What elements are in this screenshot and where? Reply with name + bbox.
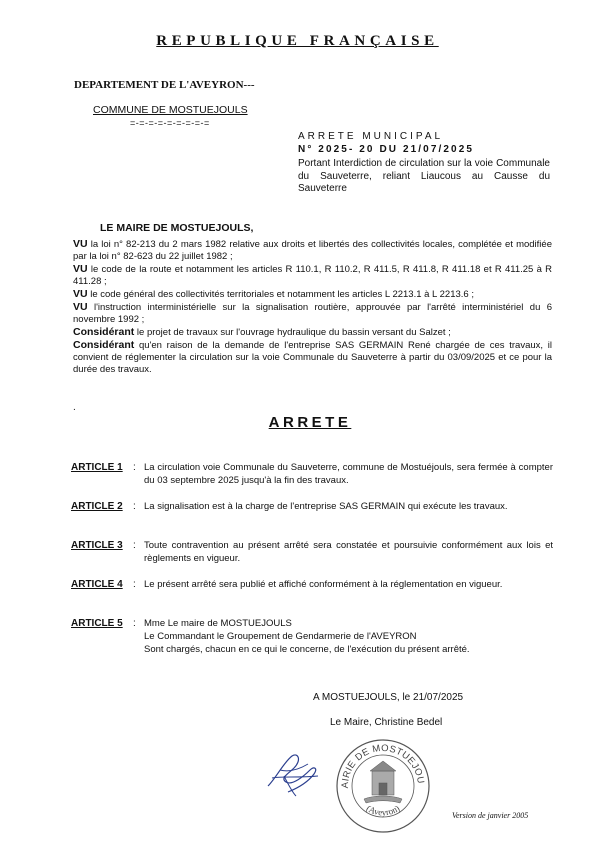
- considerant-item: [73, 288, 552, 301]
- considerant-keyword: Considérant: [73, 339, 135, 351]
- article-2: ARTICLE 2 : La signalisation est à la charge de l'entreprise SAS GERMAIN qui exécute les travaux.: [71, 500, 553, 513]
- commune-name: COMMUNE DE MOSTUEJOULS: [93, 104, 248, 116]
- department-name: DEPARTEMENT DE L'AVEYRON---: [74, 79, 255, 91]
- document-title: REPUBLIQUE FRANÇAISE: [156, 33, 439, 49]
- considerant-text: la loi n° 82-213 du 2 mars 1982 relative aux droits et libertés des collectivités locales, complétée et modifiée par la loi n° 82-623 du 22 juillet 1982 ;: [73, 239, 552, 262]
- considerant-text: qu'en raison de la demande de l'entreprise SAS GERMAIN René chargée de ces travaux, il convient de réglementer la circulation sur la voie Communale du Sauveterre à partir du 03/09/2025 et ce pour la durée des travaux.: [73, 340, 552, 375]
- mayor-line: LE MAIRE DE MOSTUEJOULS,: [100, 222, 254, 234]
- considerant-item: [73, 263, 552, 288]
- considerant-text: le code général des collectivités territoriales et notamment les articles L 2213.1 à L 2213.6 ;: [87, 289, 474, 300]
- considerant-text: l'instruction interministérielle sur la signalisation routière, approuvée par l'arrêté interministériel du 6 novembre 1992 ;: [73, 302, 552, 325]
- article-5: ARTICLE 5 : Mme Le maire de MOSTUEJOULS Le Commandant le Groupement de Gendarmerie de l'AVEYRON Sont chargés, chacun en ce qui le concerne, de l'exécution du présent arrêté.: [71, 617, 553, 656]
- arrete-heading: ARRETE MUNICIPAL: [298, 131, 444, 142]
- article-1: ARTICLE 1 : La circulation voie Communale du Sauveterre, commune de Mostuéjouls, sera fermée à compter du 03 septembre 2025 jusqu'à la fin des travaux.: [71, 462, 553, 486]
- article-text-line: Le Commandant le Groupement de Gendarmerie de l'AVEYRON: [144, 631, 417, 642]
- article-text-line: Sont chargés, chacun en ce qui le concerne, de l'exécution du présent arrêté.: [144, 644, 470, 655]
- article-text: La circulation voie Communale du Sauveterre, commune de Mostuéjouls, sera fermée à compter du 03 septembre 2025 jusqu'à la fin des travaux.: [144, 462, 553, 486]
- signatory-name: Le Maire, Christine Bedel: [330, 717, 443, 728]
- arrete-subject: Portant Interdiction de circulation sur la voie Communale du Sauveterre, reliant Liaucous au Causse du Sauveterre: [298, 158, 550, 194]
- article-label: ARTICLE 2: [71, 501, 123, 512]
- considerant-keyword: VU: [73, 263, 88, 275]
- article-text: Le présent arrêté sera publié et affiché conformément à la réglementation en vigueur.: [144, 579, 503, 590]
- stray-dot: .: [73, 402, 76, 413]
- svg-text:(Aveyron): [365, 803, 402, 817]
- stamp-top-text: AIRIE DE MOSTUEJOU: [339, 742, 427, 789]
- considerant-keyword: Considérant: [73, 326, 135, 338]
- considerant-text: le code de la route et notamment les articles R 110.1, R 110.2, R 411.5, R 411.8, R 411.18 et R 411.25 à R 411.28 ;: [73, 264, 552, 287]
- decorative-separator: =-=-=-=-=-=-=-=-=: [130, 118, 210, 128]
- arrete-number: N° 2025- 20 DU 21/07/2025: [298, 144, 475, 155]
- article-text-line: Mme Le maire de MOSTUEJOULS: [144, 618, 292, 629]
- mairie-stamp: [334, 737, 432, 840]
- article-3: ARTICLE 3 : Toute contravention au présent arrêté sera constatée et poursuivie conformément aux lois et règlements en vigueur.: [71, 540, 553, 564]
- arrete-section-heading: ARRETE: [268, 414, 352, 431]
- considerant-item: [73, 238, 552, 263]
- article-label: ARTICLE 1: [71, 462, 123, 473]
- stamp-bottom-text: (Aveyron): [364, 803, 402, 818]
- article-label: ARTICLE 3: [71, 540, 123, 551]
- considerant-item: [73, 339, 552, 376]
- handwritten-signature: [258, 748, 328, 803]
- considerant-keyword: VU: [73, 301, 88, 313]
- considerant-keyword: VU: [73, 238, 88, 250]
- version-note: Version de janvier 2005: [452, 811, 529, 820]
- place-and-date: A MOSTUEJOULS, le 21/07/2025: [313, 692, 464, 703]
- article-text: Toute contravention au présent arrêté sera constatée et poursuivie conformément aux lois et règlements en vigueur.: [144, 540, 553, 564]
- considerant-keyword: VU: [73, 288, 88, 300]
- considerants-block: [73, 238, 552, 376]
- considerant-item: [73, 326, 552, 339]
- article-label: ARTICLE 5: [71, 618, 123, 629]
- considerant-item: [73, 301, 552, 326]
- considerant-text: le projet de travaux sur l'ouvrage hydraulique du bassin versant du Salzet ;: [134, 327, 451, 338]
- article-text: La signalisation est à la charge de l'entreprise SAS GERMAIN qui exécute les travaux.: [144, 501, 508, 512]
- article-4: ARTICLE 4 : Le présent arrêté sera publié et affiché conformément à la réglementation en vigueur.: [71, 578, 553, 591]
- article-label: ARTICLE 4: [71, 579, 123, 590]
